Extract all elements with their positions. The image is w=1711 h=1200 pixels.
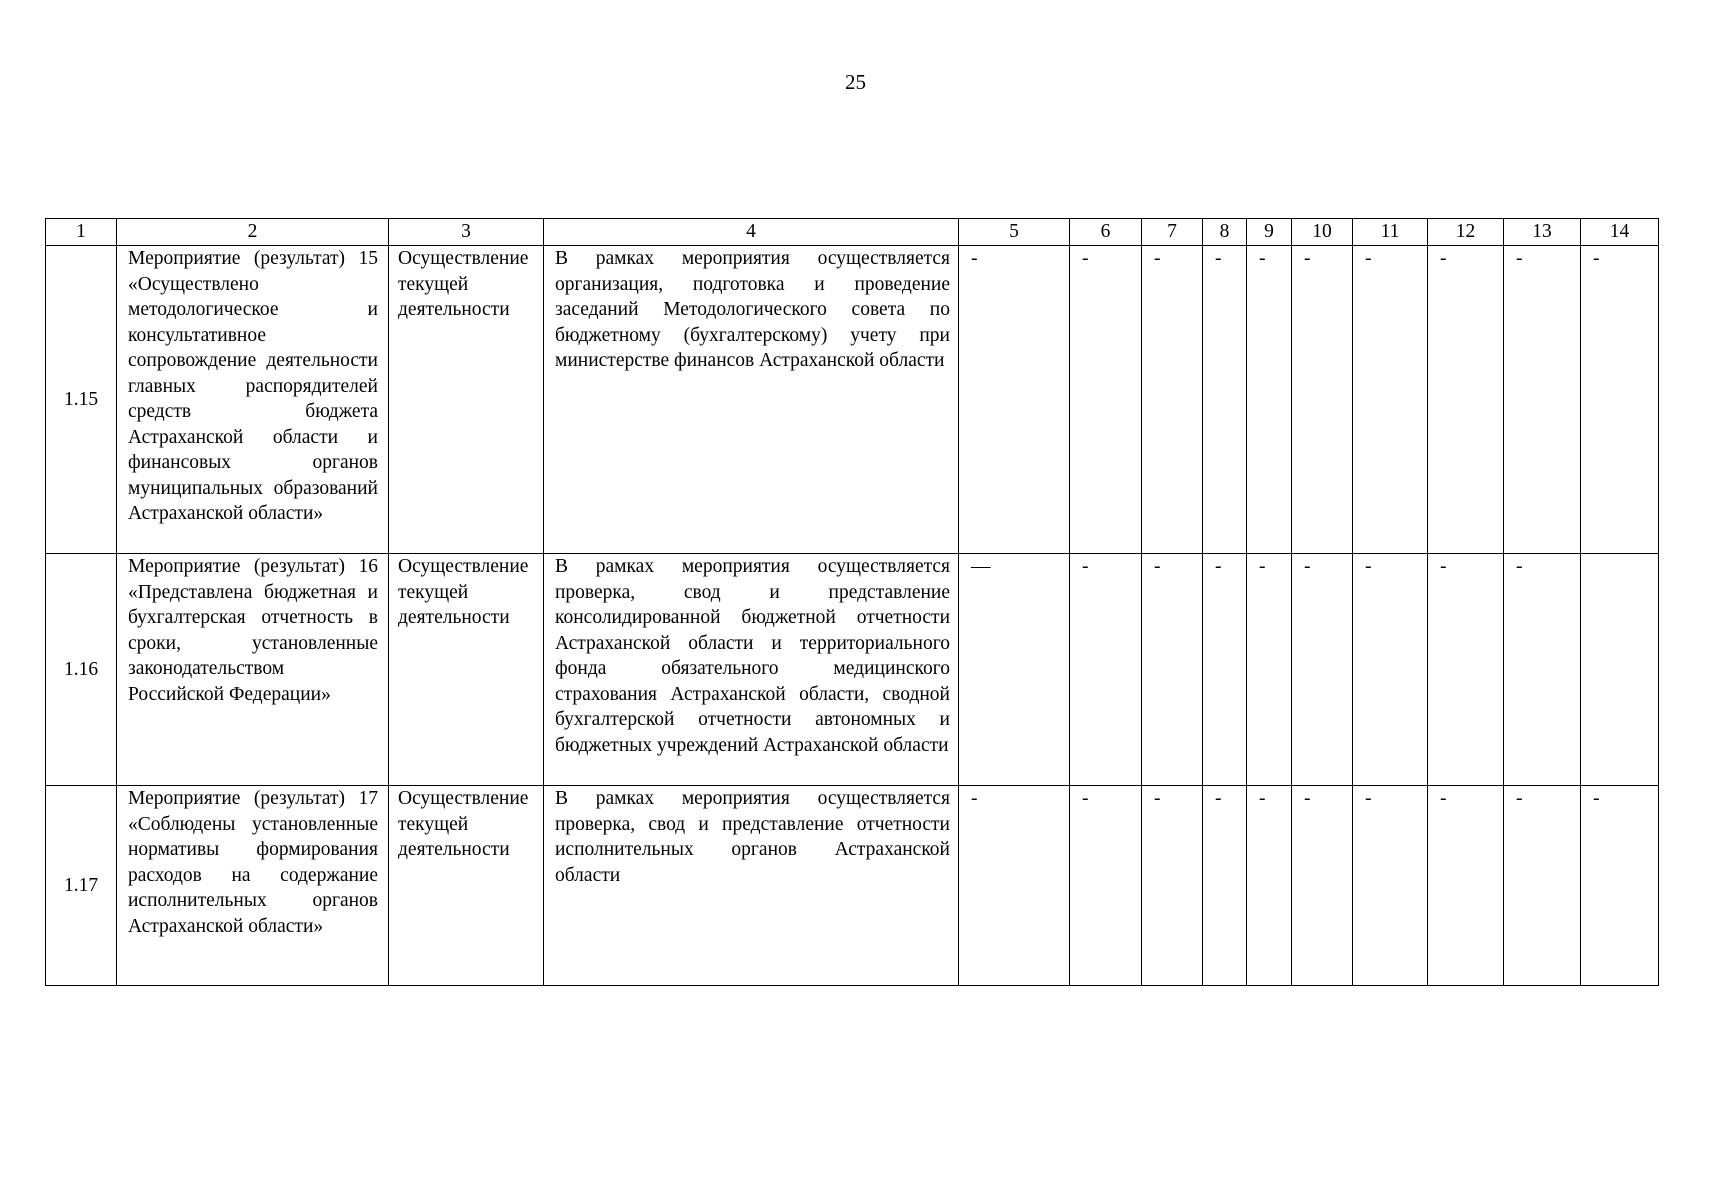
value-cell: [1581, 554, 1659, 786]
value-cell: -: [1292, 246, 1353, 554]
table-row: [46, 246, 1659, 554]
column-header: 14: [1581, 219, 1659, 246]
value-cell: -: [1247, 786, 1292, 986]
value-cell: -: [1070, 246, 1142, 554]
row-number: 1.16: [46, 554, 117, 786]
column-header: 8: [1203, 219, 1247, 246]
row-number: 1.15: [46, 246, 117, 554]
value-cell: -: [1070, 554, 1142, 786]
value-cell: -: [1428, 246, 1504, 554]
value-cell: -: [1070, 786, 1142, 986]
value-cell: -: [1353, 786, 1428, 986]
value-cell: -: [1353, 246, 1428, 554]
value-cell: -: [1581, 786, 1659, 986]
executor-cell: Осуществление текущей деятельности: [389, 786, 544, 986]
activity-description: Мероприятие (результат) 15 «Осуществлено методологическое и консультативное сопровождение деятельности главных распорядителей средств бюджета Астраханской области и финансовых органов муниципальных образований Астраханской области»: [117, 246, 389, 554]
value-cell: -: [1504, 786, 1581, 986]
value-cell: -: [1142, 786, 1203, 986]
value-cell: -: [1142, 246, 1203, 554]
column-header: 2: [117, 219, 389, 246]
column-header: 3: [389, 219, 544, 246]
value-cell: -: [1203, 554, 1247, 786]
column-header: 1: [46, 219, 117, 246]
value-cell: -: [1203, 246, 1247, 554]
column-header: 10: [1292, 219, 1353, 246]
column-header: 11: [1353, 219, 1428, 246]
activity-description: Мероприятие (результат) 16 «Представлена бюджетная и бухгалтерская отчетность в сроки, установленные законодательством Российской Федерации»: [117, 554, 389, 786]
column-header: 4: [544, 219, 959, 246]
row-number: 1.17: [46, 786, 117, 986]
activity-content: В рамках мероприятия осуществляется организация, подготовка и проведение заседаний Методологического совета по бюджетному (бухгалтерскому) учету при министерстве финансов Астраханской области: [544, 246, 959, 554]
value-cell: -: [1428, 786, 1504, 986]
column-header: 9: [1247, 219, 1292, 246]
value-cell: —: [959, 554, 1070, 786]
value-cell: -: [1353, 554, 1428, 786]
value-cell: -: [1292, 786, 1353, 986]
value-cell: -: [1203, 786, 1247, 986]
page-number: 25: [845, 70, 866, 94]
column-header: 7: [1142, 219, 1203, 246]
executor-cell: Осуществление текущей деятельности: [389, 246, 544, 554]
plan-table: [45, 218, 1659, 986]
column-header: 5: [959, 219, 1070, 246]
activity-content: В рамках мероприятия осуществляется проверка, свод и представление отчетности исполнительных органов Астраханской области: [544, 786, 959, 986]
value-cell: -: [1581, 246, 1659, 554]
value-cell: -: [1247, 246, 1292, 554]
value-cell: -: [1292, 554, 1353, 786]
value-cell: -: [1504, 554, 1581, 786]
column-header: 6: [1070, 219, 1142, 246]
value-cell: -: [1428, 554, 1504, 786]
value-cell: -: [959, 786, 1070, 986]
table-header-row: [46, 219, 1659, 246]
activity-description: Мероприятие (результат) 17 «Соблюдены установленные нормативы формирования расходов на содержание исполнительных органов Астраханской области»: [117, 786, 389, 986]
activity-content: В рамках мероприятия осуществляется проверка, свод и представление консолидированной бюджетной отчетности Астраханской области и территориального фонда обязательного медицинского страхования Астраханской области, сводной бухгалтерской отчетности автономных и бюджетных учреждений Астраханской области: [544, 554, 959, 786]
column-header: 12: [1428, 219, 1504, 246]
value-cell: -: [1247, 554, 1292, 786]
executor-cell: Осуществление текущей деятельности: [389, 554, 544, 786]
column-header: 13: [1504, 219, 1581, 246]
value-cell: -: [1504, 246, 1581, 554]
table-row: [46, 554, 1659, 786]
table-row: [46, 786, 1659, 986]
value-cell: -: [1142, 554, 1203, 786]
value-cell: -: [959, 246, 1070, 554]
